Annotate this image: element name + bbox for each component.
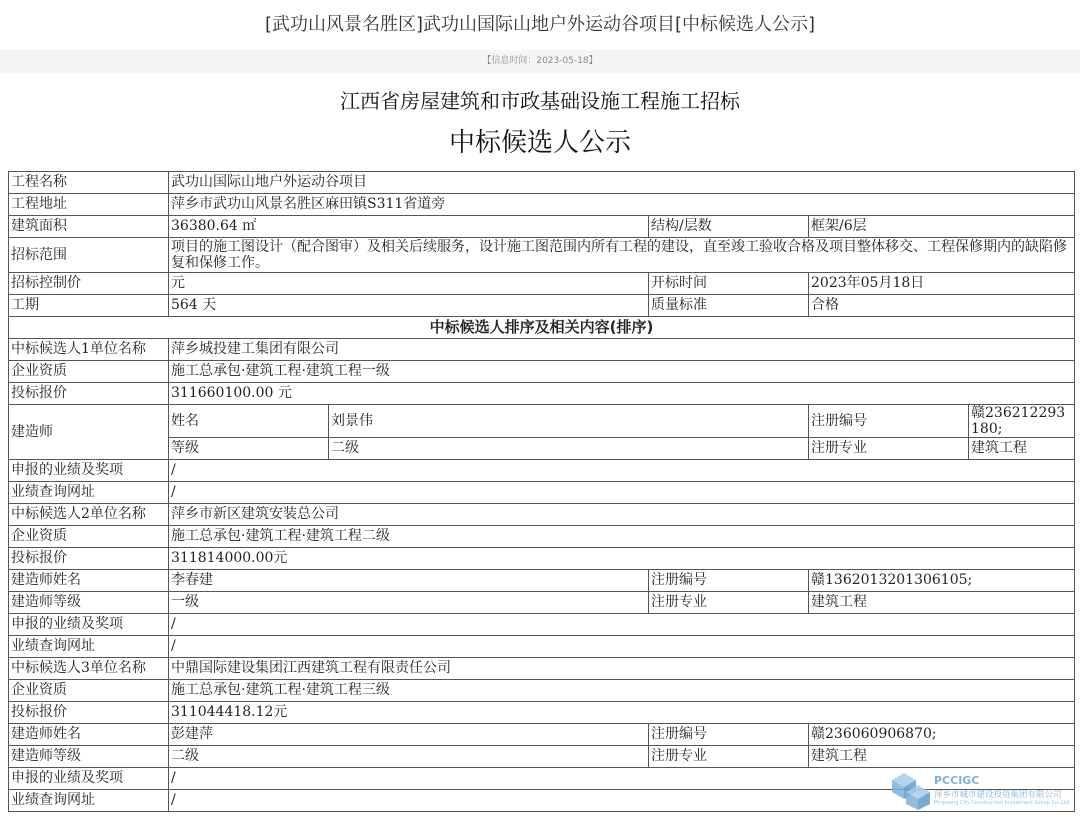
table-row	[9, 680, 1075, 702]
candidate-qualification: 施工总承包·建筑工程·建筑工程一级	[169, 361, 1075, 383]
cell-label: 投标报价	[9, 383, 169, 405]
table-row	[9, 702, 1075, 724]
cell-label: 建造师等级	[9, 746, 169, 768]
doc-title-line1: 江西省房屋建筑和市政基础设施工程施工招标	[340, 89, 740, 113]
table-row	[9, 746, 1075, 768]
table-row	[9, 172, 1075, 194]
cell-label: 建造师等级	[9, 592, 169, 614]
project-area: 36380.64 ㎡	[169, 216, 649, 238]
table-row	[9, 570, 1075, 592]
candidate-price: 311044418.12元	[169, 702, 1075, 724]
table-row	[9, 339, 1075, 361]
cell-label: 招标范围	[9, 238, 169, 273]
project-address: 萍乡市武功山风景名胜区麻田镇S311省道旁	[169, 194, 1075, 216]
cell-label: 业绩查询网址	[9, 636, 169, 658]
cell-label: 企业资质	[9, 680, 169, 702]
table-row	[9, 238, 1075, 273]
watermark-en: Pingxiang City Construction Investment Group Co.,Ltd	[934, 800, 1070, 806]
cell-label: 中标候选人1单位名称	[9, 339, 169, 361]
cell-label: 注册编号	[649, 570, 809, 592]
table-row	[9, 548, 1075, 570]
table-row	[9, 614, 1075, 636]
cell-label: 建筑面积	[9, 216, 169, 238]
cell-label: 业绩查询网址	[9, 482, 169, 504]
table-row	[9, 658, 1075, 680]
table-row	[9, 460, 1075, 482]
table-row	[9, 194, 1075, 216]
table-row	[9, 636, 1075, 658]
table-row	[9, 273, 1075, 295]
watermark-cn: 萍乡市城市建设投资集团有限公司	[934, 790, 1062, 800]
candidate-awards: /	[169, 614, 1075, 636]
candidate-awards: /	[169, 768, 1075, 790]
cell-label: 结构/层数	[649, 216, 809, 238]
table-row	[9, 405, 1075, 438]
cell-label: 姓名	[169, 405, 329, 438]
candidate-url: /	[169, 482, 1075, 504]
table-row	[9, 482, 1075, 504]
watermark-name: PCCIGC	[934, 774, 980, 787]
cell-label: 建造师姓名	[9, 724, 169, 746]
candidate-qualification: 施工总承包·建筑工程·建筑工程三级	[169, 680, 1075, 702]
company-logo-icon	[888, 768, 932, 812]
candidate-unit: 萍乡市新区建筑安装总公司	[169, 504, 1075, 526]
candidate-price: 311814000.00元	[169, 548, 1075, 570]
cell-label: 注册编号	[649, 724, 809, 746]
cell-label: 投标报价	[9, 702, 169, 724]
cell-label: 注册专业	[649, 592, 809, 614]
builder-reg-no: 赣1362013201306105;	[809, 570, 1075, 592]
table-row	[9, 361, 1075, 383]
builder-grade: 二级	[329, 438, 809, 460]
page-title: [武功山风景名胜区]武功山国际山地户外运动谷项目[中标候选人公示]	[264, 14, 816, 35]
section-title: 中标候选人排序及相关内容(排序)	[9, 317, 1075, 339]
builder-reg-no: 赣236060906870;	[809, 724, 1075, 746]
candidate-url: /	[169, 636, 1075, 658]
company-watermark	[888, 768, 1078, 814]
cell-label: 开标时间	[649, 273, 809, 295]
cell-label: 企业资质	[9, 526, 169, 548]
table-row	[9, 592, 1075, 614]
candidate-unit: 萍乡城投建工集团有限公司	[169, 339, 1075, 361]
cell-label: 建造师	[9, 405, 169, 460]
table-row	[9, 526, 1075, 548]
table-row	[9, 317, 1075, 339]
cell-label: 中标候选人2单位名称	[9, 504, 169, 526]
cell-label: 业绩查询网址	[9, 790, 169, 812]
builder-name: 刘景伟	[329, 405, 809, 438]
builder-grade: 一级	[169, 592, 649, 614]
project-structure: 框架/6层	[809, 216, 1075, 238]
cell-label: 工期	[9, 295, 169, 317]
project-control-price: 元	[169, 273, 649, 295]
candidate-url: /	[169, 790, 1075, 812]
cell-label: 申报的业绩及奖项	[9, 768, 169, 790]
project-scope: 项目的施工图设计（配合图审）及相关后续服务，设计施工图范围内所有工程的建设，直至竣工验收合格及项目整体移交、工程保修期内的缺陷修复和保修工作。	[169, 238, 1075, 273]
cell-label: 等级	[169, 438, 329, 460]
table-row	[9, 724, 1075, 746]
builder-major: 建筑工程	[809, 746, 1075, 768]
project-period: 564 天	[169, 295, 649, 317]
candidate-price: 311660100.00 元	[169, 383, 1075, 405]
builder-major: 建筑工程	[969, 438, 1075, 460]
cell-label: 企业资质	[9, 361, 169, 383]
builder-major: 建筑工程	[809, 592, 1075, 614]
builder-reg-no: 赣236212293180;	[969, 405, 1075, 438]
cell-label: 注册编号	[809, 405, 969, 438]
cell-label: 建造师姓名	[9, 570, 169, 592]
cell-label: 质量标准	[649, 295, 809, 317]
candidate-qualification: 施工总承包·建筑工程·建筑工程二级	[169, 526, 1075, 548]
info-time: 【信息时间：2023-05-18】	[0, 50, 1080, 73]
table-row	[9, 216, 1075, 238]
project-open-time: 2023年05月18日	[809, 273, 1075, 295]
builder-name: 李春建	[169, 570, 649, 592]
cell-label: 中标候选人3单位名称	[9, 658, 169, 680]
candidate-unit: 中鼎国际建设集团江西建筑工程有限责任公司	[169, 658, 1075, 680]
candidate-awards: /	[169, 460, 1075, 482]
project-name: 武功山国际山地户外运动谷项目	[169, 172, 1075, 194]
table-row	[9, 295, 1075, 317]
builder-grade: 二级	[169, 746, 649, 768]
cell-label: 招标控制价	[9, 273, 169, 295]
cell-label: 工程地址	[9, 194, 169, 216]
candidate-table	[8, 171, 1075, 812]
cell-label: 注册专业	[649, 746, 809, 768]
table-row	[9, 438, 1075, 460]
cell-label: 申报的业绩及奖项	[9, 460, 169, 482]
cell-label: 申报的业绩及奖项	[9, 614, 169, 636]
project-quality: 合格	[809, 295, 1075, 317]
table-row	[9, 383, 1075, 405]
doc-title-line2: 中标候选人公示	[448, 128, 631, 158]
cell-label: 投标报价	[9, 548, 169, 570]
cell-label: 工程名称	[9, 172, 169, 194]
builder-name: 彭建萍	[169, 724, 649, 746]
table-row	[9, 504, 1075, 526]
cell-label: 注册专业	[809, 438, 969, 460]
